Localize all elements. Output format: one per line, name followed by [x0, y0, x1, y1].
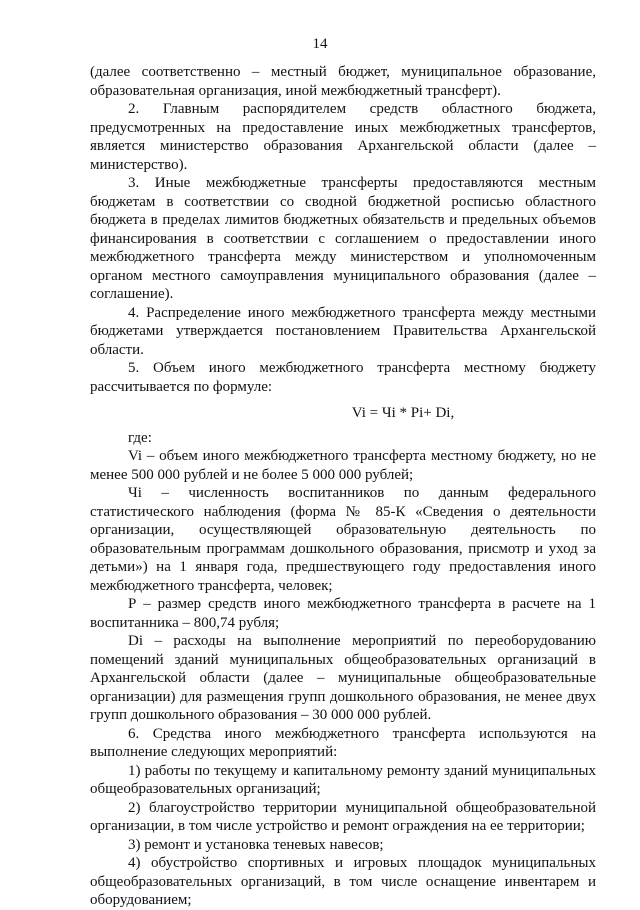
document-body: [90, 63, 596, 910]
list-item-3: 3) ремонт и установка теневых навесов;: [128, 836, 384, 853]
definition-vi: Vi – объем иного межбюджетного трансферта местному бюджету, но не менее 500 000 рублей и не более 5 000 000 рублей;: [90, 448, 596, 483]
list-item-1: 1) работы по текущему и капитальному ремонту зданий муниципальных общеобразовательных организаций;: [90, 762, 596, 797]
paragraph-6: 6. Средства иного межбюджетного трансферта используются на выполнение следующих мероприятий:: [90, 725, 596, 760]
page-number: 14: [312, 36, 328, 52]
definition-di: Di – расходы на выполнение мероприятий по переоборудованию помещений зданий муниципальных общеобразовательных организаций в Архангельской области (далее – муниципальные общеобразовательные организации) для размещения групп дошкольного образования, не менее двух групп дошкольного образования – 30 000 000 рублей.: [90, 633, 596, 723]
where-label: где:: [128, 429, 152, 446]
list-item-4: 4) обустройство спортивных и игровых площадок муниципальных общеобразовательных организаций, в том числе оснащение инвентарем и оборудованием;: [90, 855, 596, 908]
paragraph-3: 3. Иные межбюджетные трансферты предоставляются местным бюджетам в соответствии со сводной бюджетной росписью областного бюджета в пределах лимитов бюджетных обязательств и предельных объемов финансирования в соответствии с соглашением о предоставлении иного межбюджетного трансферта между министерством и уполномоченным органом местного самоуправления муниципального образования (далее – соглашение).: [90, 175, 596, 302]
definition-p: Р – размер средств иного межбюджетного трансферта в расчете на 1 воспитанника – 800,74 рубля;: [90, 596, 596, 631]
paragraph-continuation: (далее соответственно – местный бюджет, муниципальное образование, образовательная организация, иной межбюджетный трансферт).: [90, 64, 596, 99]
paragraph-2: 2. Главным распорядителем средств областного бюджета, предусмотренных на предоставление иных межбюджетных трансфертов, является министерство образования Архангельской области (далее – министерство).: [90, 101, 596, 173]
list-item-2: 2) благоустройство территории муниципальной общеобразовательной организации, в том числе устройство и ремонт ограждения на ее территории;: [90, 799, 596, 834]
paragraph-5: 5. Объем иного межбюджетного трансферта местному бюджету рассчитывается по формуле:: [90, 360, 596, 395]
formula: Vi = Чi * Pi+ Di,: [351, 405, 455, 421]
paragraph-4: 4. Распределение иного межбюджетного трансферта между местными бюджетами утверждается постановлением Правительства Архангельской области.: [90, 304, 596, 358]
definition-chi: Чi – численность воспитанников по данным федерального статистического наблюдения (форма № 85-К «Сведения о деятельности организации, осуществляющей образовательную деятельность по образовательным программам дошкольного образования, присмотр и уход за детьми») на 1 января года, предшествующего году предоставления иного межбюджетного трансферта, человек;: [90, 485, 596, 594]
